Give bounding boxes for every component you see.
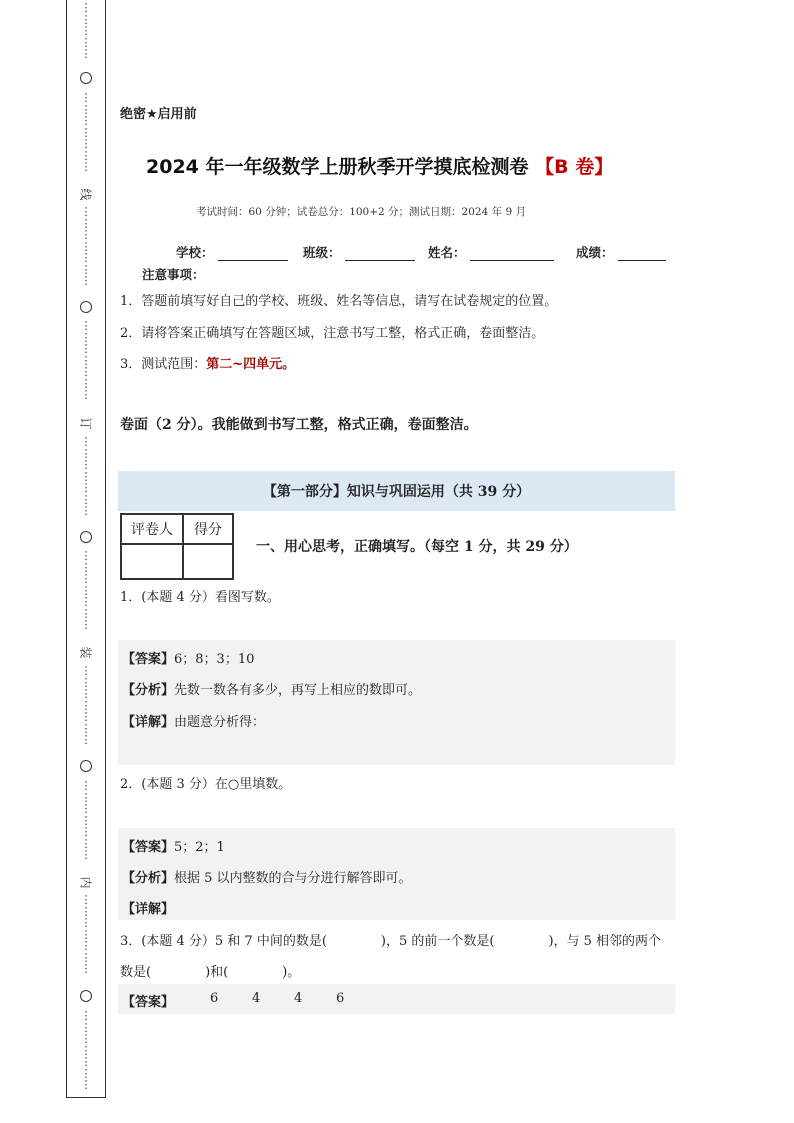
q3-answer-value: 4 — [252, 991, 261, 1006]
notes-title: 注意事项： — [142, 267, 205, 282]
question-3-stem — [120, 930, 661, 949]
analysis-text: 先数一数各有多少，再写上相应的数即可。 — [174, 683, 422, 698]
q3-stem-part: )，与 5 相邻的两个 — [548, 934, 662, 949]
grader-cell[interactable] — [121, 544, 183, 579]
answer-value: 5；2；1 — [174, 840, 225, 855]
note-item3-prefix: 3．测试范围： — [120, 357, 207, 372]
score-label: 成绩： — [576, 245, 614, 260]
q3-stem-part: )。 — [282, 965, 301, 980]
neatness-statement: 卷面（2 分）。我能做到书写工整，格式正确，卷面整洁。 — [120, 417, 478, 433]
score-field[interactable] — [576, 243, 666, 261]
q3-stem-part: )，5 的前一个数是( — [380, 934, 495, 949]
school-field[interactable] — [176, 243, 288, 261]
class-blank[interactable] — [345, 246, 415, 261]
q3-answer-value: 4 — [294, 991, 303, 1006]
name-field[interactable] — [428, 243, 554, 261]
answer-label: 【答案】 — [122, 652, 175, 667]
analysis-label: 【分析】 — [122, 871, 175, 886]
question-2-analysis — [122, 867, 412, 886]
note-item3-range: 第二~四单元。 — [206, 357, 296, 372]
binding-circle — [80, 990, 92, 1002]
school-label: 学校： — [176, 245, 214, 260]
answer-label: 【答案】 — [122, 995, 175, 1010]
question-1-answer — [122, 648, 254, 667]
detail-label: 【详解】 — [122, 902, 175, 917]
binding-strip — [66, 0, 106, 1098]
score-cell[interactable] — [183, 544, 233, 579]
binding-dots: ⋮ ⋮ ⋮ ⋮ ⋮ ⋮ ⋮ — [80, 205, 92, 287]
title-main: 2024 年一年级数学上册秋季开学摸底检测卷 — [146, 156, 529, 178]
binding-circle — [80, 760, 92, 772]
binding-dots: ⋮ ⋮ ⋮ ⋮ ⋮ ⋮ ⋮ — [80, 549, 92, 631]
class-label: 班级： — [303, 245, 341, 260]
exam-meta: 考试时间：60 分钟；试卷总分：100+2 分；测试日期：2024 年 9 月 — [196, 206, 526, 218]
name-label: 姓名： — [428, 245, 466, 260]
part-banner: 【第一部分】知识与巩固运用（共 39 分） — [118, 471, 675, 511]
binding-dots: ⋮ ⋮ ⋮ ⋮ ⋮ ⋮ ⋮ — [80, 893, 92, 975]
binding-char-ding: 订 — [78, 417, 93, 430]
question-3-answer-box — [118, 984, 675, 1014]
binding-dots: ⋮ ⋮ ⋮ ⋮ ⋮ ⋮ ⋮ — [80, 1009, 92, 1091]
binding-char-zhuang: 装 — [78, 646, 93, 659]
question-1-analysis — [122, 679, 421, 698]
answer-label: 【答案】 — [122, 840, 175, 855]
analysis-text: 根据 5 以内整数的合与分进行解答即可。 — [174, 871, 412, 886]
school-blank[interactable] — [218, 246, 288, 261]
title-tag: 【B 卷】 — [535, 156, 614, 178]
analysis-label: 【分析】 — [122, 683, 175, 698]
grader-header: 评卷人 — [121, 514, 183, 544]
detail-text: 由题意分析得： — [174, 715, 266, 730]
binding-dots: ⋮ ⋮ ⋮ ⋮ ⋮ ⋮ ⋮ — [80, 779, 92, 861]
q3-answer-value: 6 — [210, 991, 219, 1006]
binding-dots: ⋮ ⋮ ⋮ ⋮ ⋮ ⋮ ⋮ — [80, 435, 92, 517]
question-2-detail — [122, 898, 174, 917]
page-title — [146, 152, 613, 179]
binding-circle — [80, 301, 92, 313]
confidential-mark: 绝密★启用前 — [120, 107, 197, 122]
binding-circle — [80, 72, 92, 84]
binding-char-line: 线 — [78, 188, 93, 201]
question-2-answer — [122, 836, 225, 855]
score-table — [120, 513, 234, 580]
score-header: 得分 — [183, 514, 233, 544]
q3-stem-part: 数是( — [120, 965, 152, 980]
binding-char-nei: 内 — [78, 876, 93, 889]
q3-stem-part: )和( — [205, 965, 229, 980]
binding-dots: ⋮ ⋮ ⋮ ⋮ ⋮ ⋮ ⋮ — [80, 319, 92, 401]
binding-circle — [80, 531, 92, 543]
question-2-stem: 2．(本题 3 分）在○里填数。 — [120, 777, 292, 792]
q3-stem-part: 3．(本题 4 分）5 和 7 中间的数是( — [120, 934, 327, 949]
binding-dots: ⋮ ⋮ ⋮ ⋮ ⋮ ⋮ ⋮ — [80, 664, 92, 746]
class-field[interactable] — [303, 243, 415, 261]
question-1-detail — [122, 711, 265, 730]
name-blank[interactable] — [470, 246, 554, 261]
q3-answer-value: 6 — [336, 991, 345, 1006]
question-3-answer — [122, 991, 174, 1010]
binding-dots: ⋮ ⋮ ⋮ ⋮ ⋮ ⋮ ⋮ — [80, 91, 92, 173]
question-3-stem-line2 — [120, 961, 300, 980]
binding-dots: ⋮ ⋮ ⋮ ⋮ ⋮ — [80, 1, 92, 60]
answer-value: 6；8；3；10 — [174, 652, 255, 667]
section-title: 一、用心思考，正确填写。（每空 1 分，共 29 分） — [256, 539, 578, 555]
note-item: 2．请将答案正确填写在答题区域，注意书写工整，格式正确，卷面整洁。 — [120, 326, 545, 341]
note-item — [120, 353, 295, 372]
question-1-stem: 1．(本题 4 分）看图写数。 — [120, 590, 280, 605]
score-blank[interactable] — [618, 246, 666, 261]
note-item: 1．答题前填写好自己的学校、班级、姓名等信息，请写在试卷规定的位置。 — [120, 294, 558, 309]
detail-label: 【详解】 — [122, 715, 175, 730]
